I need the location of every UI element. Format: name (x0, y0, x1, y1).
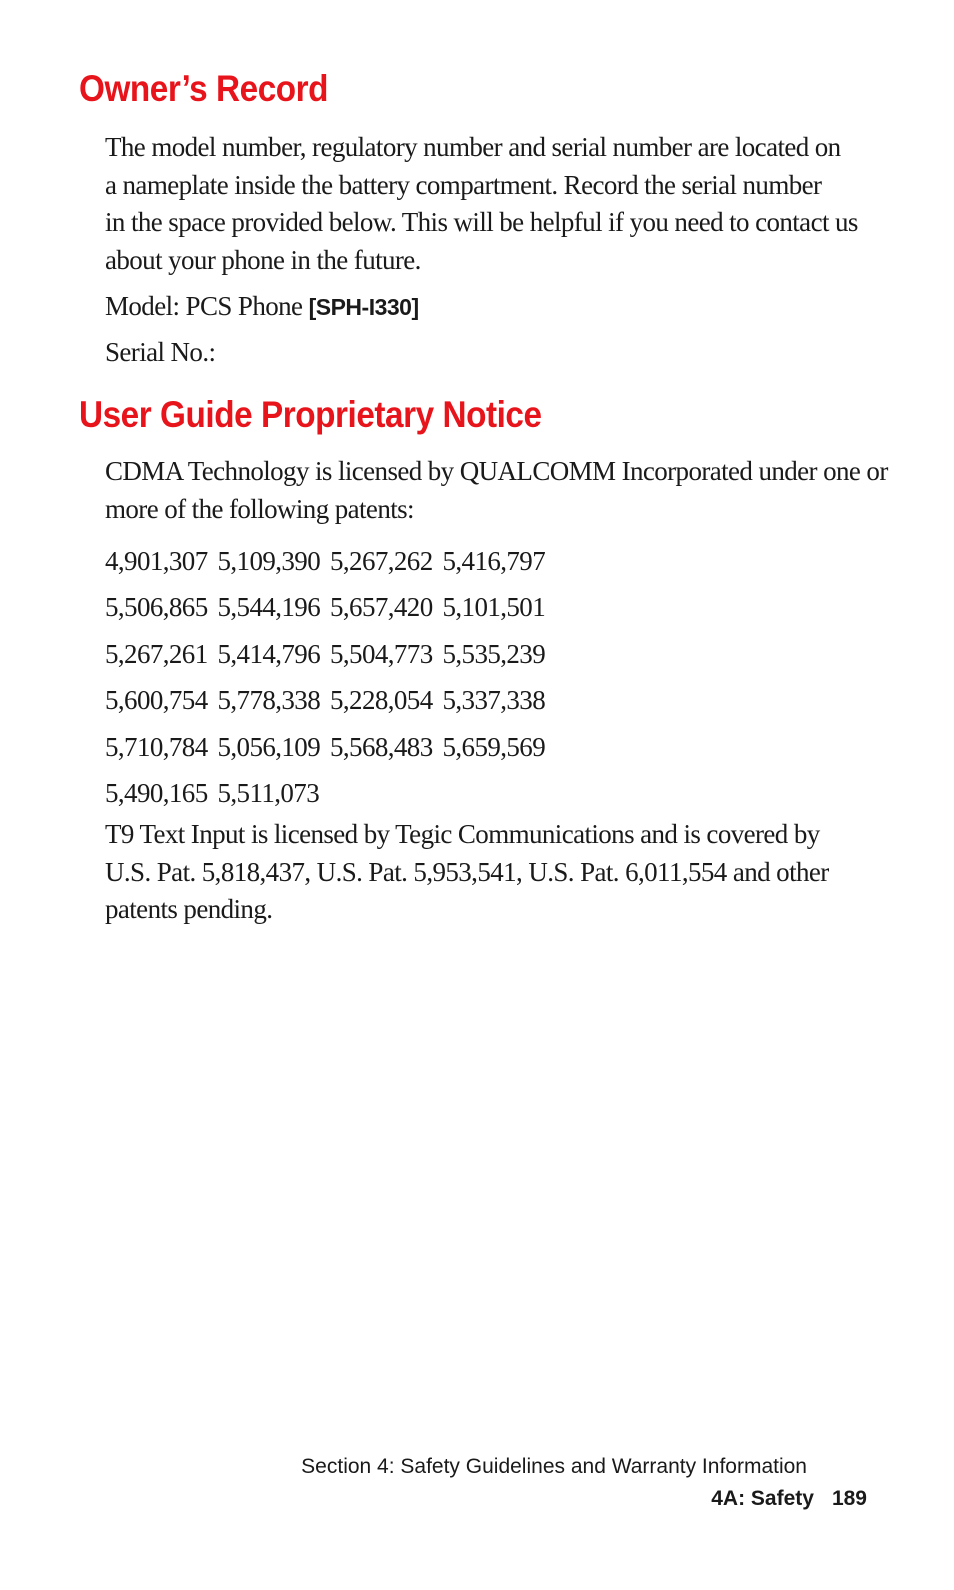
serial-label: Serial No.: (105, 337, 216, 367)
patent-row (105, 678, 555, 725)
patent-number: 5,267,261 (105, 638, 208, 669)
t9-line: T9 Text Input is licensed by Tegic Communications and is covered by (105, 819, 820, 849)
patent-number: 5,416,797 (442, 545, 546, 576)
footer-section-title: Section 4: Safety Guidelines and Warranty Information (301, 1455, 807, 1478)
patent-number: 5,109,390 (217, 545, 321, 576)
cdma-line: more of the following patents: (105, 493, 414, 524)
patent-number: 5,337,338 (442, 685, 546, 716)
patent-number: 5,659,569 (442, 731, 546, 762)
patent-row (105, 724, 555, 771)
intro-line: in the space provided below. This will be helpful if you need to contact us (105, 207, 858, 237)
footer-page-info (711, 1487, 867, 1511)
patent-row (105, 585, 555, 632)
t9-line: U.S. Pat. 5,818,437, U.S. Pat. 5,953,541, U.S. Pat. 6,011,554 and other (105, 856, 829, 887)
patent-row (105, 631, 555, 678)
patent-number: 5,414,796 (217, 638, 321, 669)
patent-number: 5,544,196 (217, 592, 321, 623)
patent-number: 5,568,483 (330, 731, 433, 762)
model-line (105, 288, 825, 327)
patent-number: 4,901,307 (105, 545, 208, 576)
owners-record-heading: Owner’s Record (79, 68, 329, 109)
patent-number: 5,600,754 (105, 685, 208, 716)
proprietary-notice-heading: User Guide Proprietary Notice (79, 394, 542, 435)
patent-row (105, 538, 555, 585)
t9-line: patents pending. (105, 894, 273, 924)
model-label: Model: PCS Phone (105, 291, 309, 321)
patent-list (105, 538, 555, 817)
patent-number: 5,511,073 (217, 778, 320, 809)
intro-line: about your phone in the future. (105, 244, 421, 275)
patent-number: 5,506,865 (105, 592, 208, 623)
cdma-license-text (105, 453, 888, 528)
owners-record-intro (105, 129, 858, 279)
serial-line (105, 334, 825, 372)
footer-chapter: 4A: Safety (711, 1487, 814, 1510)
patent-number: 5,490,165 (105, 778, 208, 809)
patent-number: 5,778,338 (217, 685, 321, 716)
cdma-line: CDMA Technology is licensed by QUALCOMM Incorporated under one or (105, 456, 888, 486)
patent-number: 5,228,054 (330, 685, 433, 716)
intro-line: The model number, regulatory number and serial number are located on (105, 132, 841, 162)
patent-number: 5,056,109 (217, 731, 321, 762)
intro-line: a nameplate inside the battery compartment. Record the serial number (105, 169, 822, 200)
patent-row (105, 771, 555, 818)
page-number: 189 (831, 1487, 867, 1510)
model-value: [SPH-I330] (308, 294, 419, 320)
patent-number: 5,535,239 (442, 638, 546, 669)
t9-license-text (105, 816, 829, 929)
patent-number: 5,101,501 (442, 592, 546, 623)
patent-number: 5,710,784 (105, 731, 208, 762)
patent-number: 5,504,773 (330, 638, 433, 669)
patent-number: 5,657,420 (330, 592, 433, 623)
patent-number: 5,267,262 (330, 545, 433, 576)
